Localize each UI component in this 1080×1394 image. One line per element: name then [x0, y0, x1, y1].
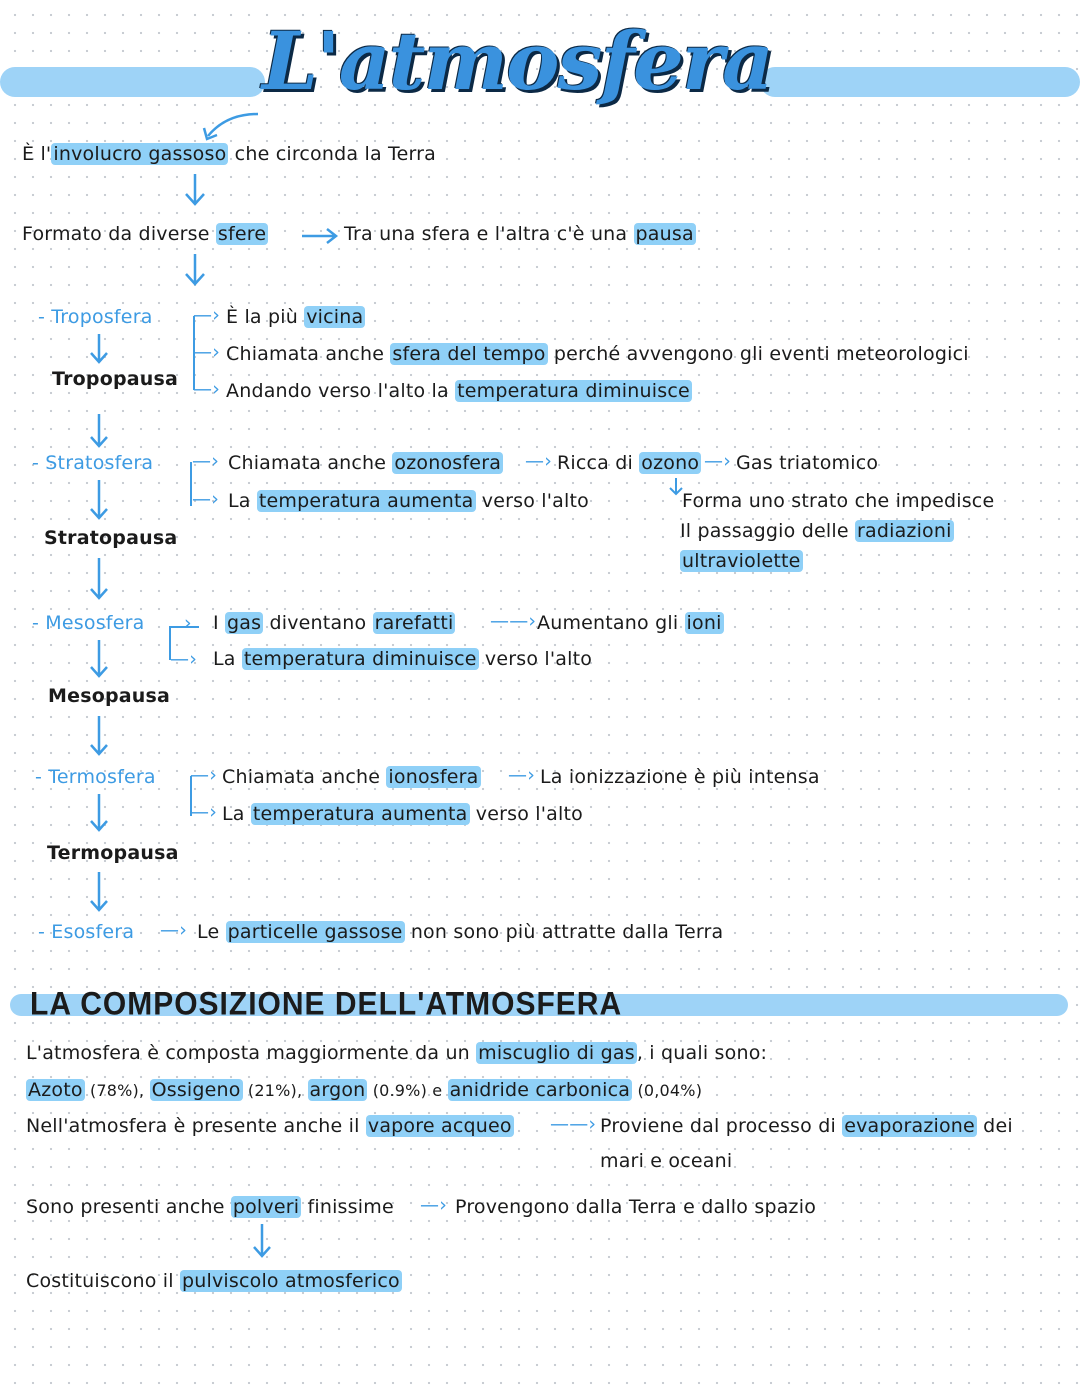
layer-esosfera: - Esosfera	[38, 921, 135, 943]
layer-mesosfera: - Mesosfera	[32, 612, 145, 634]
right-arrow-icon: ——›	[550, 1113, 597, 1135]
down-arrow-icon	[250, 1222, 274, 1260]
comp-3-pre: Nell'atmosfera è presente anche il	[26, 1115, 366, 1137]
trop-line-1	[226, 306, 365, 328]
strat-1-pre: Chiamata anche	[228, 452, 393, 474]
bracket-arrow-icon: —›	[190, 801, 217, 823]
term-2-pre: La	[222, 803, 251, 825]
down-arrow-icon	[183, 172, 207, 208]
comp-3-hl: vapore acqueo	[367, 1115, 512, 1137]
trop-2-hl: sfera del tempo	[392, 343, 546, 365]
trop-1-hl: vicina	[306, 306, 364, 328]
curved-arrow-icon	[196, 108, 266, 148]
down-arrow-icon	[87, 638, 111, 680]
bracket-arrow-icon: —›	[170, 648, 197, 670]
formato-pre: Formato da diverse	[22, 223, 216, 245]
gas-anidride: anidride carbonica	[449, 1079, 631, 1101]
comp-line-4b: Provengono dalla Terra e dallo spazio	[455, 1196, 817, 1218]
comp-5-pre: Costituiscono il	[26, 1270, 180, 1292]
comp-line-3	[26, 1115, 514, 1137]
meso-2-hl: temperatura diminuisce	[243, 648, 477, 670]
comp-line-3b	[600, 1115, 1013, 1137]
bracket-arrow-icon: —›	[193, 341, 220, 363]
layer-troposfera: - Troposfera	[38, 306, 153, 328]
strat-line-3c	[680, 550, 803, 572]
strat-line-1	[228, 452, 503, 474]
comp-4-hl: polveri	[232, 1196, 300, 1218]
gas-anidride-value: (0,04%)	[632, 1081, 703, 1100]
meso-2-post: verso l'alto	[478, 648, 593, 670]
meso-1b-pre: Aumentano gli	[537, 612, 685, 634]
gas-ossigeno-value: (21%),	[242, 1081, 308, 1100]
down-arrow-icon	[87, 556, 111, 602]
right-arrow-icon: —›	[160, 919, 187, 941]
gas-ossigeno: Ossigeno	[151, 1079, 241, 1101]
meso-1b-hl: ioni	[686, 612, 722, 634]
term-2-hl: temperatura aumenta	[252, 803, 468, 825]
comp-4-post: finissime	[301, 1196, 394, 1218]
down-arrow-icon	[183, 252, 207, 288]
term-2-post: verso l'alto	[469, 803, 583, 825]
term-1-hl: ionosfera	[388, 766, 479, 788]
trop-3-hl: temperatura diminuisce	[457, 380, 690, 402]
term-1-pre: Chiamata anche	[222, 766, 387, 788]
intro-highlight: involucro gassoso	[53, 143, 227, 165]
strat-2-post: verso l'alto	[475, 490, 589, 512]
title-band-right	[760, 67, 1080, 97]
comp-line-3c: mari e oceani	[600, 1150, 733, 1172]
trop-line-2	[226, 343, 969, 365]
comp-1-hl: miscuglio di gas	[478, 1042, 635, 1064]
gas-azoto: Azoto	[28, 1079, 83, 1101]
down-arrow-icon	[87, 332, 111, 366]
strat-1b-pre: Ricca di	[557, 452, 640, 474]
meso-1-hl2: rarefatti	[374, 612, 454, 634]
strat-line-2	[228, 490, 589, 512]
trop-1-pre: È la più	[226, 306, 305, 328]
right-arrow-icon: —›	[525, 450, 552, 472]
gas-argon: argon	[309, 1079, 366, 1101]
term-line-1	[222, 766, 481, 788]
bracket-arrow-icon: —›	[192, 488, 219, 510]
meso-line-1b	[537, 612, 724, 634]
eso-post: non sono più attratte dalla Terra	[404, 921, 724, 943]
intro-pre: È l'	[22, 143, 52, 165]
meso-1-pre: I	[213, 612, 226, 634]
comp-1-pre: L'atmosfera è composta maggiormente da un	[26, 1042, 477, 1064]
meso-1-mid: diventano	[263, 612, 373, 634]
pausa-tropopausa: Tropopausa	[52, 368, 179, 390]
intro-post: che circonda la Terra	[228, 143, 437, 165]
comp-3b-pre: Proviene dal processo di	[600, 1115, 843, 1137]
down-arrow-icon	[87, 478, 111, 522]
bracket-arrow-icon: —›	[192, 450, 219, 472]
trop-line-3	[226, 380, 692, 402]
right-arrow-icon: —›	[508, 764, 535, 786]
layer-termosfera: - Termosfera	[35, 766, 156, 788]
pausa-mesopausa: Mesopausa	[48, 685, 171, 707]
trop-2-post: perché avvengono gli eventi meteorologici	[547, 343, 969, 365]
comp-line-2	[26, 1079, 702, 1101]
strat-3b-pre: Il passaggio delle	[680, 520, 855, 542]
down-arrow-icon	[87, 870, 111, 914]
comp-line-4	[26, 1196, 394, 1218]
strat-line-1b	[557, 452, 701, 474]
trop-3-pre: Andando verso l'alto la	[226, 380, 456, 402]
meso-1-hl1: gas	[227, 612, 262, 634]
down-arrow-icon	[87, 792, 111, 834]
right-arrow-icon: —›	[704, 450, 731, 472]
right-arrow-icon: —›	[420, 1194, 447, 1216]
trop-2-pre: Chiamata anche	[226, 343, 391, 365]
strat-1b-hl: ozono	[641, 452, 700, 474]
strat-line-3b	[680, 520, 954, 542]
page-title: L'atmosfera	[262, 14, 772, 108]
formato-line	[22, 223, 268, 245]
formato-highlight: sfere	[217, 223, 267, 245]
intro-line	[22, 143, 436, 165]
gas-azoto-value: (78%),	[84, 1081, 150, 1100]
meso-2-pre: La	[213, 648, 242, 670]
eso-hl: particelle gassose	[227, 921, 403, 943]
meso-line-1	[213, 612, 455, 634]
strat-line-1c: Gas triatomico	[736, 452, 879, 474]
comp-3b-post: dei	[976, 1115, 1013, 1137]
eso-pre: Le	[197, 921, 226, 943]
strat-3b-hl: radiazioni	[856, 520, 952, 542]
right-arrow-icon	[300, 226, 340, 246]
strat-3c-hl: ultraviolette	[682, 550, 801, 572]
bracket-arrow-icon: ›	[184, 612, 192, 634]
title-band-left	[0, 67, 265, 97]
pausa-pre: Tra una sfera e l'altra c'è una	[344, 223, 634, 245]
gas-argon-value: (0.9%) e	[367, 1081, 448, 1100]
comp-1-post: , i quali sono:	[636, 1042, 768, 1064]
term-line-2	[222, 803, 583, 825]
term-line-1b: La ionizzazione è più intensa	[540, 766, 820, 788]
eso-line	[197, 921, 723, 943]
section-heading: LA COMPOSIZIONE DELL'ATMOSFERA	[30, 986, 623, 1023]
strat-line-3a: Forma uno strato che impedisce	[682, 490, 995, 512]
comp-4-pre: Sono presenti anche	[26, 1196, 231, 1218]
bracket-arrow-icon: —›	[193, 304, 220, 326]
right-arrow-icon: ——›	[490, 610, 537, 632]
strat-1-hl: ozonosfera	[394, 452, 502, 474]
comp-3b-hl: evaporazione	[844, 1115, 975, 1137]
comp-line-1	[26, 1042, 767, 1064]
pausa-highlight: pausa	[635, 223, 694, 245]
bracket-arrow-icon: —›	[190, 764, 217, 786]
pausa-stratopausa: Stratopausa	[44, 527, 178, 549]
down-arrow-icon	[87, 412, 111, 450]
strat-2-pre: La	[228, 490, 257, 512]
comp-line-5	[26, 1270, 402, 1292]
strat-2-hl: temperatura aumenta	[258, 490, 474, 512]
comp-5-hl: pulviscolo atmosferico	[181, 1270, 400, 1292]
down-arrow-icon	[87, 714, 111, 758]
meso-line-2	[213, 648, 592, 670]
layer-stratosfera: - Stratosfera	[32, 452, 154, 474]
pausa-line	[344, 223, 696, 245]
bracket-arrow-icon: —›	[193, 378, 220, 400]
pausa-termopausa: Termopausa	[47, 842, 179, 864]
